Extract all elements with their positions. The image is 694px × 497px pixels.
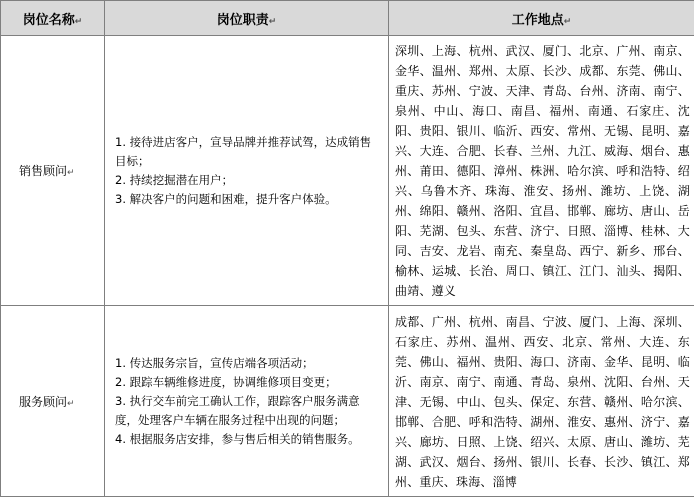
duty-item: 4. 根据服务店安排，参与售后相关的销售服务。 [115, 431, 360, 446]
header-row [1, 1, 694, 36]
position-duties-cell [105, 306, 389, 497]
duty-item: 3. 执行交车前完工确认工作，跟踪客户服务满意度，处理客户车辆在服务过程中出现的问题； [115, 393, 360, 427]
header-position-name: 岗位名称↵ [1, 1, 105, 36]
cell-end-mark-icon: ↵ [268, 16, 277, 27]
cell-end-mark-icon: ↵ [563, 16, 572, 27]
duty-item: 1. 接待进店客户，宣导品牌并推荐试驾，达成销售目标； [115, 134, 372, 168]
duty-item: 1. 传达服务宗旨，宣传店端各项活动； [115, 355, 314, 370]
table-row [1, 36, 694, 306]
position-name-cell: 服务顾问↵ [1, 306, 105, 497]
duty-item: 2. 持续挖掘潜在用户； [115, 172, 234, 187]
cell-end-mark-icon: ↵ [67, 168, 75, 178]
cell-end-mark-icon: ↵ [74, 16, 83, 27]
duty-item: 3. 解决客户的问题和困难，提升客户体验。 [115, 191, 337, 206]
duty-item: 2. 跟踪车辆维修进度，协调维修项目变更； [115, 374, 337, 389]
table-row [1, 306, 694, 497]
position-duties-cell [105, 36, 389, 306]
header-work-location: 工作地点↵ [389, 1, 694, 36]
position-name-cell: 销售顾问↵ [1, 36, 105, 306]
header-position-duties: 岗位职责↵ [105, 1, 389, 36]
cell-end-mark-icon: ↵ [67, 398, 75, 409]
work-location-cell: 成都、广州、杭州、南昌、宁波、厦门、上海、深圳、石家庄、苏州、温州、西安、北京、常州、大连、东莞、佛山、福州、贵阳、海口、济南、金华、昆明、临沂、南京、南宁、南通、青岛、泉州、沈阳、台州、天津、无锡、中山、包头、保定、东营、赣州、哈尔滨、邯郸、合肥、呼和浩特、湖州、淮安、惠州、济宁、嘉兴、廊坊、日照、上饶、绍兴、太原、唐山、潍坊、芜湖、武汉、烟台、扬州、银川、长春、长沙、镇江、郑州、重庆、珠海、淄博 [389, 306, 694, 497]
work-location-cell: 深圳、上海、杭州、武汉、厦门、北京、广州、南京、金华、温州、郑州、太原、长沙、成都、东莞、佛山、重庆、苏州、宁波、天津、青岛、台州、济南、南宁、泉州、中山、海口、南昌、福州、南通、石家庄、沈阳、贵阳、银川、临沂、西安、常州、无锡、昆明、嘉兴、大连、合肥、长春、兰州、九江、威海、烟台、惠州、莆田、德阳、漳州、株洲、哈尔滨、呼和浩特、绍兴、乌鲁木齐、珠海、淮安、扬州、潍坊、上饶、湖州、绵阳、赣州、洛阳、宜昌、邯郸、廊坊、唐山、岳阳、芜湖、包头、东营、济宁、日照、淄博、桂林、大同、吉安、龙岩、南充、秦皇岛、西宁、新乡、邢台、榆林、运城、长治、周口、镇江、江门、汕头、揭阳、曲靖、遵义 [389, 36, 694, 306]
